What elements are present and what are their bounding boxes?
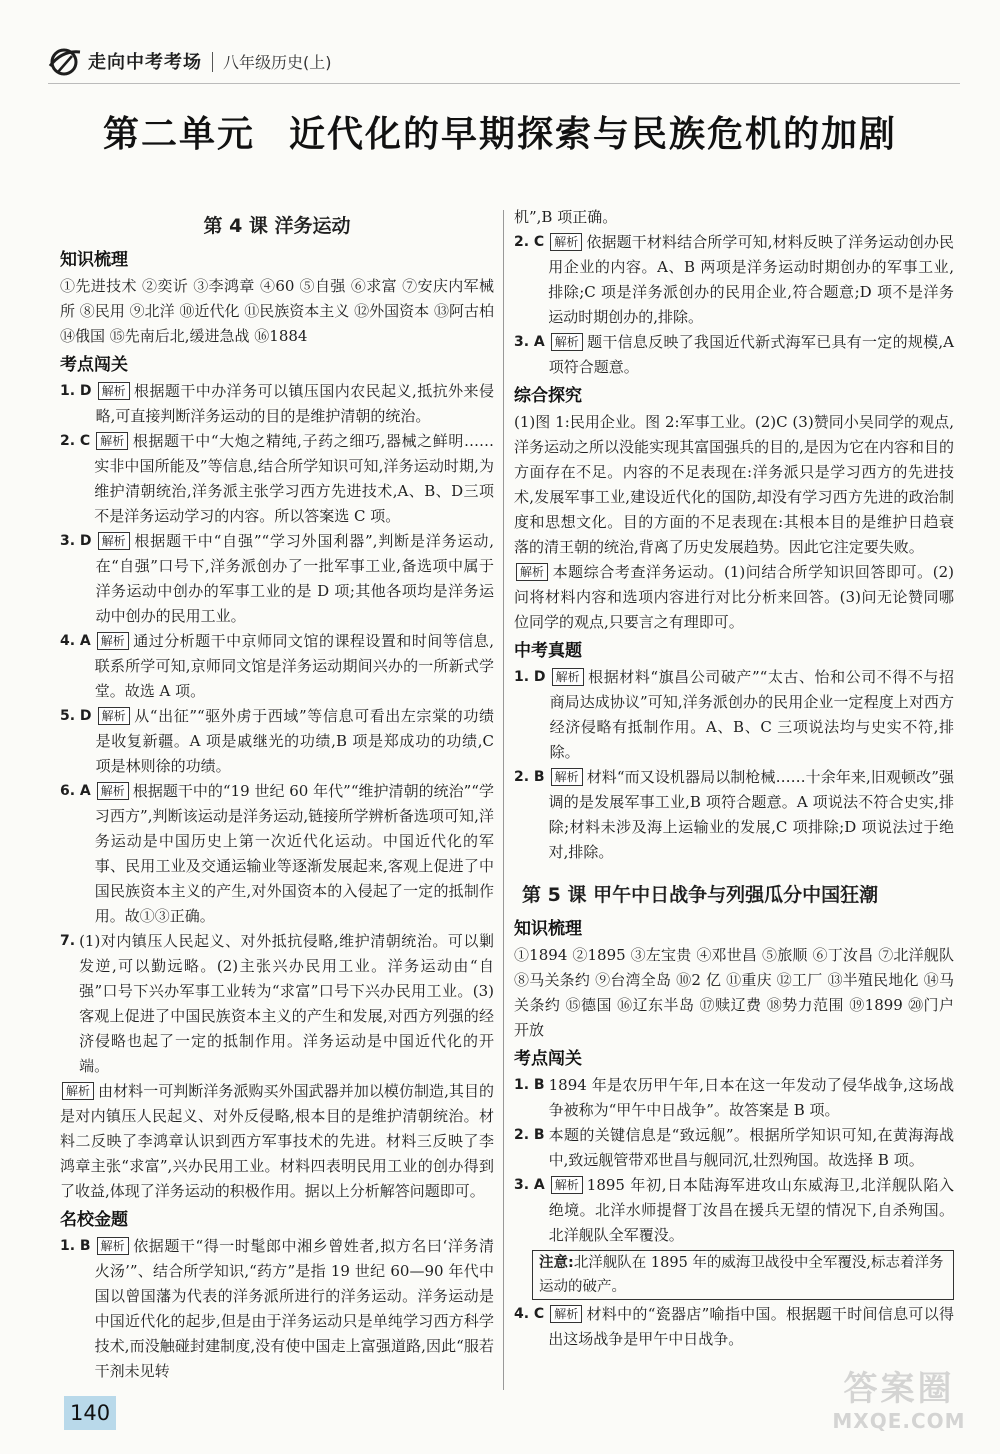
answer-item: 1. B 解析 依据题干“得一时髦郎中湘乡曾姓者,拟方名曰‘洋务清火汤’”、结合所学知识,“药方”是指 19 世纪 60—90 年代中国以曾国藩为代表的洋务派所进行的洋务运动。洋务运动是中国近代化的起步,但是由于洋务运动只是单纯学习西方科学技术,而没触碰封建制度,没有使中国走上富强道路,因此“服若干剂未见转	[60, 1237, 494, 1380]
zonghe-section-title: 综合探究	[514, 386, 582, 406]
unit-title	[0, 114, 1000, 155]
watermark	[824, 1369, 974, 1434]
analysis-tag: 解析	[98, 532, 130, 550]
analysis-tag: 解析	[62, 1082, 94, 1100]
book-logo-icon	[48, 46, 82, 78]
analysis-paragraph: 解析 由材料一可判断洋务派购买外国武器并加以模仿制造,其目的是对内镇压人民起义、对外反侵略,根本目的是维护清朝统治。材料二反映了李鸿章认识到西方军事技术的先进。材料三反映了李鸿章主张“求富”,兴办民用工业。材料四表明民用工业的创办得到了收益,体现了洋务运动的积极作用。据以上分析解答问题即可。	[60, 1082, 494, 1200]
mingxiao-section-title: 名校金题	[60, 1210, 128, 1230]
answer-item: 4. A 解析 通过分析题干中京师同文馆的课程设置和时间等信息,联系所学可知,京师同文馆是洋务运动期间兴办的一所新式学堂。故选 A 项。	[60, 632, 494, 700]
knowledge-answers: ①先进技术 ②奕䜣 ③李鸿章 ④60 ⑤自强 ⑥求富 ⑦安庆内军械所 ⑧民用 ⑨北洋 ⑩近代化 ⑪民族资本主义 ⑫外国资本 ⑬阿古柏 ⑭俄国 ⑮先南后北,缓进急战 ⑯1884	[60, 277, 494, 345]
watermark-url: MXQE.COM	[832, 1409, 966, 1433]
note-box: 注意:北洋舰队在 1895 年的威海卫战役中全军覆没,标志着洋务运动的破产。	[532, 1250, 954, 1300]
kaodian5-section-title: 考点闯关	[514, 1049, 582, 1069]
book-subtitle: 八年级历史(上)	[223, 52, 332, 72]
unit-title-number: 第二单元	[102, 114, 255, 155]
knowledge5-answers: ①1894 ②1895 ③左宝贵 ④邓世昌 ⑤旅顺 ⑥丁汝昌 ⑦北洋舰队 ⑧马关条约 ⑨台湾全岛 ⑩2 亿 ⑪重庆 ⑫工厂 ⑬半殖民地化 ⑭马关条约 ⑮德国 ⑯辽东半岛 ⑰赎辽费 ⑱势力范围 ⑲1899 ⑳门户开放	[514, 946, 954, 1039]
analysis-tag: 解析	[98, 707, 130, 725]
answer-item: 5. D 解析 从“出征”“驱外虏于西域”等信息可看出左宗棠的功绩是收复新疆。A 项是戚继光的功绩,B 项是郑成功的功绩,C 项是林则徐的功绩。	[60, 707, 494, 775]
analysis-tag: 解析	[552, 668, 584, 686]
answer-item: 1. D 解析 根据材料“旗昌公司破产”“太古、怡和公司不得不与招商局达成协议”可知,洋务派创办的民用企业一定程度上对西方经济侵略有抵制作用。A、B、C 三项说法均与史实不符,排除。	[514, 668, 954, 761]
analysis-tag: 解析	[551, 333, 583, 351]
answer-item: 3. A 解析 1895 年初,日本陆海军进攻山东威海卫,北洋舰队陷入绝境。北洋水师提督丁汝昌在援兵无望的情况下,自杀殉国。北洋舰队全军覆没。	[514, 1176, 954, 1244]
header-rule	[48, 83, 960, 84]
analysis-tag: 解析	[550, 233, 582, 251]
zonghe-answer: (1)图 1:民用企业。图 2:军事工业。(2)C (3)赞同小吴同学的观点,洋务运动之所以没能实现其富国强兵的目的,是因为它在内容和目的方面存在不足。内容的不足表现在:洋务派只是学习西方的先进技术,发展军事工业,建设近代化的国防,却没有学习西方先进的政治制度和思想文化。目的方面的不足表现在:其根本目的是维护日趋衰落的清王朝的统治,背离了历史发展趋势。因此它注定要失败。	[514, 413, 954, 556]
analysis-tag: 解析	[516, 563, 548, 581]
analysis-tag: 解析	[551, 768, 583, 786]
header-separator	[212, 52, 213, 72]
knowledge5-section-title: 知识梳理	[514, 919, 582, 939]
knowledge-section-title: 知识梳理	[60, 250, 128, 270]
lesson-4-title: 第 4 课 洋务运动	[203, 215, 351, 237]
answer-item: 2. B 解析 材料“而又设机器局以制枪械……十余年来,旧观顿改”强调的是发展军事工业,B 项符合题意。A 项说法不符合史实,排除;材料未涉及海上运输业的发展,C 项排除;D 项说法过于绝对,排除。	[514, 768, 954, 861]
page-number: 140	[64, 1396, 116, 1430]
analysis-paragraph: 解析 本题综合考查洋务运动。(1)问结合所学知识回答即可。(2)问将材料内容和选项内容进行对比分析来回答。(3)问无论赞同哪位同学的观点,只要言之有理即可。	[514, 563, 954, 631]
answer-item: 1. D 解析 根据题干中办洋务可以镇压国内农民起义,抵抗外来侵略,可直接判断洋务运动的目的是维护清朝的统治。	[60, 382, 494, 425]
note-label: 注意	[539, 1255, 568, 1271]
lesson-5-title: 第 5 课 甲午中日战争与列强瓜分中国狂潮	[522, 884, 879, 906]
analysis-tag: 解析	[96, 432, 128, 450]
answer-item: 4. C 解析 材料中的“瓷器店”喻指中国。根据题干时间信息可以得出这场战争是甲午中日战争。	[514, 1305, 954, 1348]
column-divider	[503, 210, 504, 1390]
answer-item: 3. A 解析 题干信息反映了我国近代新式海军已具有一定的规模,A 项符合题意。	[514, 333, 954, 376]
watermark-glyphs: 答案圈	[843, 1369, 955, 1409]
analysis-tag: 解析	[97, 782, 129, 800]
answer-item: 1. B 1894 年是农历甲午年,日本在这一年发动了侵华战争,这场战争被称为“甲午中日战争”。故答案是 B 项。	[514, 1076, 954, 1119]
answer-item: 6. A 解析 根据题干中的“19 世纪 60 年代”“维护清朝的统治”“学习西方”,判断该运动是洋务运动,链接所学辨析备选项可知,洋务运动是中国历史上第一次近代化运动。中国近代化的军事、民用工业及交通运输业等逐渐发展起来,客观上促进了中国民族资本主义的产生,对外国资本的入侵起了一定的抵制作用。故①③正确。	[60, 782, 494, 925]
kaodian-section-title: 考点闯关	[60, 355, 128, 375]
answer-item: 3. D 解析 根据题干中“自强”“学习外国利器”,判断是洋务运动,在“自强”口号下,洋务派创办了一批军事工业,备选项中属于洋务运动中创办的军事工业的是 D 项;其他各项均是洋务运动中创办的民用工业。	[60, 532, 494, 625]
answer-item: 7. (1)对内镇压人民起义、对外抵抗侵略,维护清朝统治。可以剿发逆,可以勤远略。(2)主张兴办民用工业。洋务运动由“自强”口号下兴办军事工业转为“求富”口号下兴办民用工业。(3)客观上促进了中国民族资本主义的产生和发展,对西方列强的经济侵略也起了一定的抵制作用。洋务运动是中国近代化的开端。	[60, 932, 494, 1075]
analysis-tag: 解析	[551, 1176, 583, 1194]
zhongkao-section-title: 中考真题	[514, 641, 582, 661]
answer-item: 2. C 解析 根据题干中“大炮之精纯,子药之细巧,器械之鲜明……实非中国所能及”等信息,结合所学知识可知,洋务运动时期,为维护清朝统治,洋务派主张学习西方先进技术,A、B、D三项不是洋务运动学习的内容。所以答案选 C 项。	[60, 432, 494, 525]
analysis-tag: 解析	[550, 1305, 582, 1323]
book-brand: 走向中考考场	[88, 51, 202, 73]
carry-over-text: 机”,B 项正确。	[514, 208, 618, 226]
unit-title-text: 近代化的早期探索与民族危机的加剧	[289, 114, 898, 155]
analysis-tag: 解析	[98, 382, 130, 400]
answer-item: 2. C 解析 依据题干材料结合所学可知,材料反映了洋务运动创办民用企业的内容。A、B 两项是洋务运动时期创办的军事工业,排除;C 项是洋务派创办的民用企业,符合题意;D 项不是洋务运动时期创办的,排除。	[514, 233, 954, 326]
book-header	[48, 44, 332, 80]
right-column	[514, 205, 954, 1352]
answer-item: 2. B 本题的关键信息是“致远舰”。根据所学知识可知,在黄海海战中,致远舰管带邓世昌与舰同沉,壮烈殉国。故选择 B 项。	[514, 1126, 954, 1169]
analysis-tag: 解析	[97, 1237, 129, 1255]
analysis-tag: 解析	[97, 632, 129, 650]
left-column	[60, 208, 494, 1384]
